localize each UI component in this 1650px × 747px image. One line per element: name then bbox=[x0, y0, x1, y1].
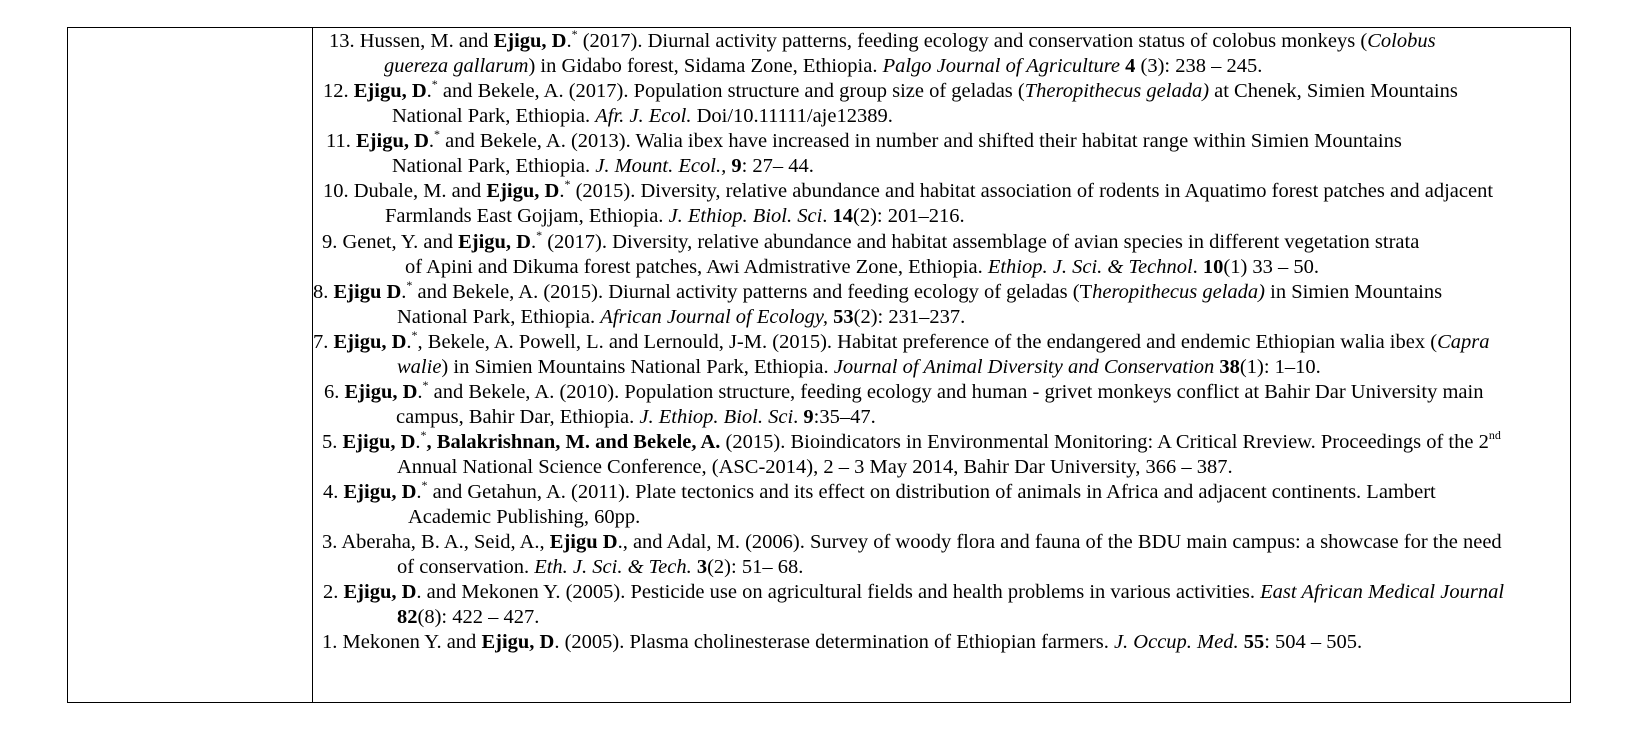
publication-item: 3. Aberaha, B. A., Seid, A., Ejigu D., and Adal, M. (2006). Survey of woody flora and fauna of the BDU main campus: a showcase for the need of conservation. Eth. J. Sci. & Tech. 3(2): 51– 68. bbox=[322, 531, 1502, 578]
publication-table bbox=[67, 27, 1571, 703]
publication-item: 5. Ejigu, D.*, Balakrishnan, M. and Bekele, A. (2015). Bioindicators in Environmental Monitoring: A Critical Rreview. Proceedings of the 2nd Annual National Science Conference, (ASC-2014), 2 – 3 May 2014, Bahir Dar University, 366 – 387. bbox=[322, 428, 1501, 478]
publication-item: 13. Hussen, M. and Ejigu, D.* (2017). Diurnal activity patterns, feeding ecology and conservation status of colobus monkeys (Colobus guereza gallarum) in Gidabo forest, Sidama Zone, Ethiopia. Palgo Journal of Agriculture 4 (3): 238 – 245. bbox=[329, 27, 1436, 77]
publication-item: 6. Ejigu, D.* and Bekele, A. (2010). Population structure, feeding ecology and human - grivet monkeys conflict at Bahir Dar University main campus, Bahir Dar, Ethiopia. J. Ethiop. Biol. Sci. 9:35–47. bbox=[324, 378, 1484, 428]
publication-item: 10. Dubale, M. and Ejigu, D.* (2015). Diversity, relative abundance and habitat association of rodents in Aquatimo forest patches and adjacent Farmlands East Gojjam, Ethiopia. J. Ethiop. Biol. Sci. 14(2): 201–216. bbox=[323, 177, 1494, 227]
publication-item: 2. Ejigu, D. and Mekonen Y. (2005). Pesticide use on agricultural fields and health problems in various activities. East African Medical Journal 82(8): 422 – 427. bbox=[323, 581, 1505, 628]
publication-item: 8. Ejigu D.* and Bekele, A. (2015). Diurnal activity patterns and feeding ecology of geladas (Theropithecus gelada) in Simien Mountains National Park, Ethiopia. African Journal of Ecology, 53(2): 231–237. bbox=[313, 278, 1443, 328]
publication-list bbox=[312, 29, 1570, 702]
publication-item: 1. Mekonen Y. and Ejigu, D. (2005). Plasma cholinesterase determination of Ethiopian farmers. J. Occup. Med. 55: 504 – 505. bbox=[322, 631, 1363, 653]
publication-item: 4. Ejigu, D.* and Getahun, A. (2011). Plate tectonics and its effect on distribution of animals in Africa and adjacent continents. Lambert Academic Publishing, 60pp. bbox=[323, 478, 1436, 528]
publication-item: 9. Genet, Y. and Ejigu, D.* (2017). Diversity, relative abundance and habitat assemblage of avian species in different vegetation strata of Apini and Dikuma forest patches, Awi Admistrative Zone, Ethiopia. Ethiop. J. Sci. & Technol. 10(1) 33 – 50. bbox=[322, 228, 1420, 278]
publication-item: 11. Ejigu, D.* and Bekele, A. (2013). Walia ibex have increased in number and shifted their habitat range within Simien Mountains National Park, Ethiopia. J. Mount. Ecol., 9: 27– 44. bbox=[326, 127, 1402, 177]
publication-item: 7. Ejigu, D.*, Bekele, A. Powell, L. and Lernould, J-M. (2015). Habitat preference of the endangered and endemic Ethiopian walia ibex (Capra walie) in Simien Mountains National Park, Ethiopia. Journal of Animal Diversity and Conservation 38(1): 1–10. bbox=[313, 328, 1490, 378]
empty-left-cell bbox=[68, 28, 313, 702]
publication-item: 12. Ejigu, D.* and Bekele, A. (2017). Population structure and group size of geladas (Theropithecus gelada) at Chenek, Simien Mountains National Park, Ethiopia. Afr. J. Ecol. Doi/10.11111/aje12389. bbox=[323, 77, 1458, 127]
